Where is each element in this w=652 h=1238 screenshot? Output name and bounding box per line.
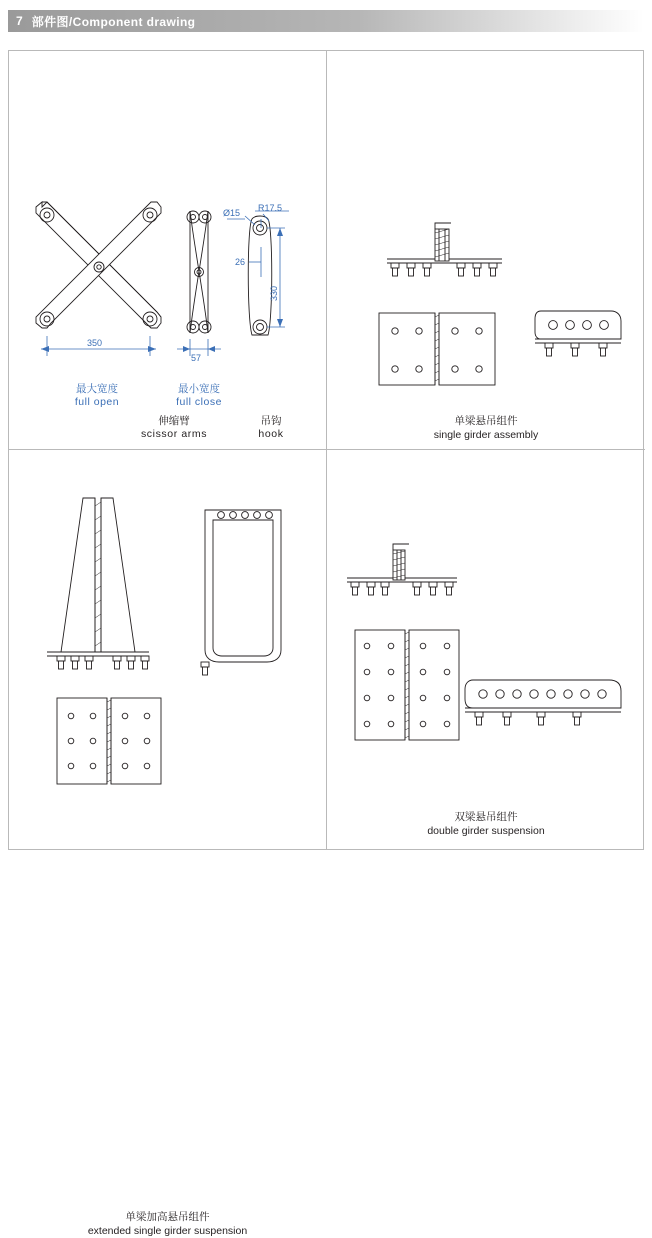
panel-double-girder-suspension xyxy=(327,450,645,849)
caption-single-girder-assembly: 单梁悬吊组件 single girder assembly xyxy=(433,415,539,441)
caption-double-girder: 双梁悬吊组件 double girder suspension xyxy=(427,811,545,837)
panel-scissor-arms-hook xyxy=(9,51,327,450)
label-scissor-arms: 伸缩臂 scissor arms xyxy=(140,415,208,440)
label-full-close: 最小宽度 full close xyxy=(176,383,222,408)
panel-extended-single-girder-suspension xyxy=(9,450,327,1237)
section-title: 部件图/Component drawing xyxy=(31,14,196,29)
panel-single-girder-assembly xyxy=(327,51,645,450)
dim-57: 57 xyxy=(191,353,202,363)
dim-26: 26 xyxy=(235,257,246,267)
caption-extended-single-girder-text: 单梁加高悬吊组件 extended single girder suspension xyxy=(87,1211,248,1237)
section-number: 7 xyxy=(16,14,23,28)
section-header xyxy=(8,10,644,32)
single-girder-assembly-drawing xyxy=(327,51,645,450)
label-full-open: 最大宽度 full open xyxy=(74,383,120,408)
label-hook: 吊钩 hook xyxy=(258,415,284,440)
dim-330: 330 xyxy=(269,285,279,301)
dim-350: 350 xyxy=(87,338,103,348)
component-drawing-grid xyxy=(8,50,644,1237)
extended-single-girder-drawing xyxy=(9,450,326,849)
dim-r17-5: R17.5 xyxy=(258,203,283,213)
dim-diameter-15: Ø15 xyxy=(223,208,241,218)
double-girder-drawing xyxy=(327,450,645,849)
